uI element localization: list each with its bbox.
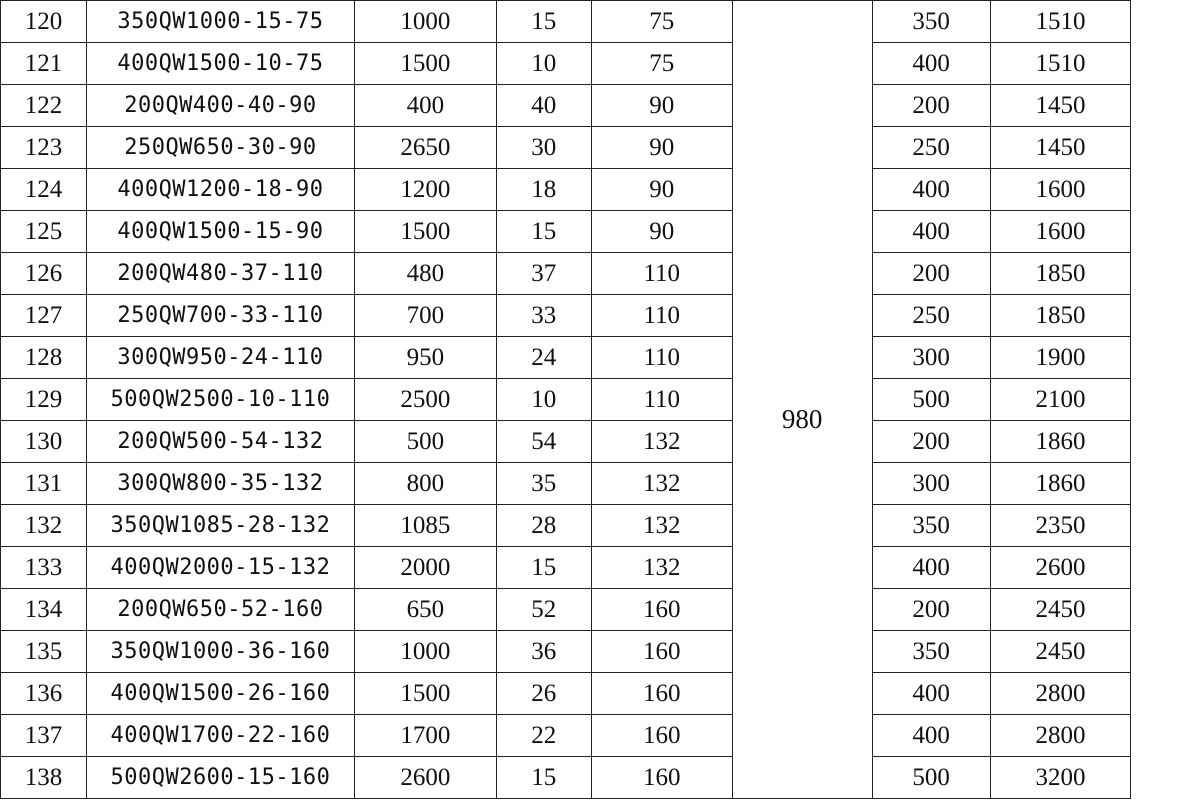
row-number-cell: 137 [1, 715, 87, 757]
weight-cell: 2100 [990, 379, 1131, 421]
table-row [1, 547, 1200, 589]
power-cell: 160 [591, 631, 732, 673]
head-cell: 33 [496, 295, 591, 337]
head-cell: 28 [496, 505, 591, 547]
table-row [1, 715, 1200, 757]
diameter-cell: 500 [872, 379, 990, 421]
weight-cell: 1600 [990, 169, 1131, 211]
weight-cell: 1450 [990, 85, 1131, 127]
table-row [1, 295, 1200, 337]
rotation-speed-cell: 980 [732, 1, 872, 799]
power-cell: 160 [591, 715, 732, 757]
row-number-cell: 125 [1, 211, 87, 253]
row-number-cell: 133 [1, 547, 87, 589]
flow-cell: 1000 [354, 1, 496, 43]
row-number-cell: 123 [1, 127, 87, 169]
power-cell: 110 [591, 295, 732, 337]
row-number-cell: 128 [1, 337, 87, 379]
diameter-cell: 300 [872, 463, 990, 505]
power-cell: 90 [591, 127, 732, 169]
head-cell: 52 [496, 589, 591, 631]
diameter-cell: 400 [872, 211, 990, 253]
table-row [1, 463, 1200, 505]
table-row [1, 757, 1200, 799]
row-number-cell: 127 [1, 295, 87, 337]
table-row [1, 379, 1200, 421]
flow-cell: 1085 [354, 505, 496, 547]
flow-cell: 1200 [354, 169, 496, 211]
power-cell: 132 [591, 547, 732, 589]
head-cell: 15 [496, 211, 591, 253]
head-cell: 37 [496, 253, 591, 295]
weight-cell: 2450 [990, 631, 1131, 673]
diameter-cell: 250 [872, 295, 990, 337]
diameter-cell: 250 [872, 127, 990, 169]
model-cell: 400QW1500-15-90 [86, 211, 354, 253]
diameter-cell: 200 [872, 421, 990, 463]
power-cell: 132 [591, 505, 732, 547]
row-number-cell: 138 [1, 757, 87, 799]
model-cell: 400QW1700-22-160 [86, 715, 354, 757]
diameter-cell: 350 [872, 505, 990, 547]
diameter-cell: 300 [872, 337, 990, 379]
weight-cell: 2800 [990, 715, 1131, 757]
power-cell: 75 [591, 1, 732, 43]
head-cell: 18 [496, 169, 591, 211]
model-cell: 200QW480-37-110 [86, 253, 354, 295]
model-cell: 300QW800-35-132 [86, 463, 354, 505]
head-cell: 15 [496, 1, 591, 43]
flow-cell: 1500 [354, 43, 496, 85]
weight-cell: 1510 [990, 1, 1131, 43]
diameter-cell: 350 [872, 1, 990, 43]
weight-cell: 1860 [990, 463, 1131, 505]
diameter-cell: 400 [872, 547, 990, 589]
row-number-cell: 130 [1, 421, 87, 463]
weight-cell: 2600 [990, 547, 1131, 589]
model-cell: 400QW1500-10-75 [86, 43, 354, 85]
power-cell: 132 [591, 463, 732, 505]
model-cell: 350QW1000-36-160 [86, 631, 354, 673]
row-number-cell: 136 [1, 673, 87, 715]
diameter-cell: 400 [872, 169, 990, 211]
flow-cell: 400 [354, 85, 496, 127]
row-number-cell: 134 [1, 589, 87, 631]
model-cell: 200QW400-40-90 [86, 85, 354, 127]
power-cell: 110 [591, 379, 732, 421]
table-row [1, 589, 1200, 631]
head-cell: 24 [496, 337, 591, 379]
flow-cell: 1500 [354, 673, 496, 715]
head-cell: 36 [496, 631, 591, 673]
table-row [1, 127, 1200, 169]
flow-cell: 500 [354, 421, 496, 463]
flow-cell: 950 [354, 337, 496, 379]
head-cell: 10 [496, 379, 591, 421]
diameter-cell: 200 [872, 253, 990, 295]
head-cell: 15 [496, 547, 591, 589]
model-cell: 200QW500-54-132 [86, 421, 354, 463]
model-cell: 300QW950-24-110 [86, 337, 354, 379]
table-row [1, 421, 1200, 463]
row-number-cell: 129 [1, 379, 87, 421]
diameter-cell: 200 [872, 589, 990, 631]
head-cell: 22 [496, 715, 591, 757]
model-cell: 250QW700-33-110 [86, 295, 354, 337]
table-row [1, 43, 1200, 85]
table-row [1, 673, 1200, 715]
model-cell: 400QW1200-18-90 [86, 169, 354, 211]
flow-cell: 1000 [354, 631, 496, 673]
row-number-cell: 132 [1, 505, 87, 547]
weight-cell: 2450 [990, 589, 1131, 631]
diameter-cell: 200 [872, 85, 990, 127]
row-number-cell: 120 [1, 1, 87, 43]
head-cell: 30 [496, 127, 591, 169]
weight-cell: 1900 [990, 337, 1131, 379]
table-row [1, 337, 1200, 379]
table-row [1, 211, 1200, 253]
power-cell: 90 [591, 169, 732, 211]
power-cell: 132 [591, 421, 732, 463]
flow-cell: 2500 [354, 379, 496, 421]
head-cell: 35 [496, 463, 591, 505]
model-cell: 350QW1000-15-75 [86, 1, 354, 43]
flow-cell: 2600 [354, 757, 496, 799]
blank-margin-cell [1131, 1, 1200, 799]
table-body [1, 1, 1200, 799]
flow-cell: 480 [354, 253, 496, 295]
power-cell: 90 [591, 85, 732, 127]
diameter-cell: 400 [872, 43, 990, 85]
row-number-cell: 135 [1, 631, 87, 673]
flow-cell: 1700 [354, 715, 496, 757]
flow-cell: 800 [354, 463, 496, 505]
model-cell: 200QW650-52-160 [86, 589, 354, 631]
flow-cell: 2000 [354, 547, 496, 589]
row-number-cell: 124 [1, 169, 87, 211]
row-number-cell: 122 [1, 85, 87, 127]
power-cell: 75 [591, 43, 732, 85]
head-cell: 26 [496, 673, 591, 715]
head-cell: 10 [496, 43, 591, 85]
diameter-cell: 500 [872, 757, 990, 799]
model-cell: 500QW2600-15-160 [86, 757, 354, 799]
flow-cell: 700 [354, 295, 496, 337]
weight-cell: 2350 [990, 505, 1131, 547]
row-number-cell: 131 [1, 463, 87, 505]
power-cell: 110 [591, 337, 732, 379]
model-cell: 500QW2500-10-110 [86, 379, 354, 421]
diameter-cell: 400 [872, 673, 990, 715]
table-row [1, 85, 1200, 127]
head-cell: 40 [496, 85, 591, 127]
weight-cell: 1600 [990, 211, 1131, 253]
weight-cell: 1510 [990, 43, 1131, 85]
head-cell: 15 [496, 757, 591, 799]
head-cell: 54 [496, 421, 591, 463]
power-cell: 90 [591, 211, 732, 253]
power-cell: 160 [591, 757, 732, 799]
table-row [1, 169, 1200, 211]
diameter-cell: 350 [872, 631, 990, 673]
table-row [1, 253, 1200, 295]
table-row [1, 1, 1200, 43]
row-number-cell: 126 [1, 253, 87, 295]
power-cell: 160 [591, 673, 732, 715]
model-cell: 400QW2000-15-132 [86, 547, 354, 589]
table-row [1, 505, 1200, 547]
table-row [1, 631, 1200, 673]
weight-cell: 3200 [990, 757, 1131, 799]
flow-cell: 2650 [354, 127, 496, 169]
flow-cell: 650 [354, 589, 496, 631]
power-cell: 160 [591, 589, 732, 631]
model-cell: 250QW650-30-90 [86, 127, 354, 169]
row-number-cell: 121 [1, 43, 87, 85]
diameter-cell: 400 [872, 715, 990, 757]
flow-cell: 1500 [354, 211, 496, 253]
power-cell: 110 [591, 253, 732, 295]
model-cell: 400QW1500-26-160 [86, 673, 354, 715]
weight-cell: 2800 [990, 673, 1131, 715]
weight-cell: 1850 [990, 253, 1131, 295]
weight-cell: 1860 [990, 421, 1131, 463]
weight-cell: 1450 [990, 127, 1131, 169]
weight-cell: 1850 [990, 295, 1131, 337]
model-cell: 350QW1085-28-132 [86, 505, 354, 547]
